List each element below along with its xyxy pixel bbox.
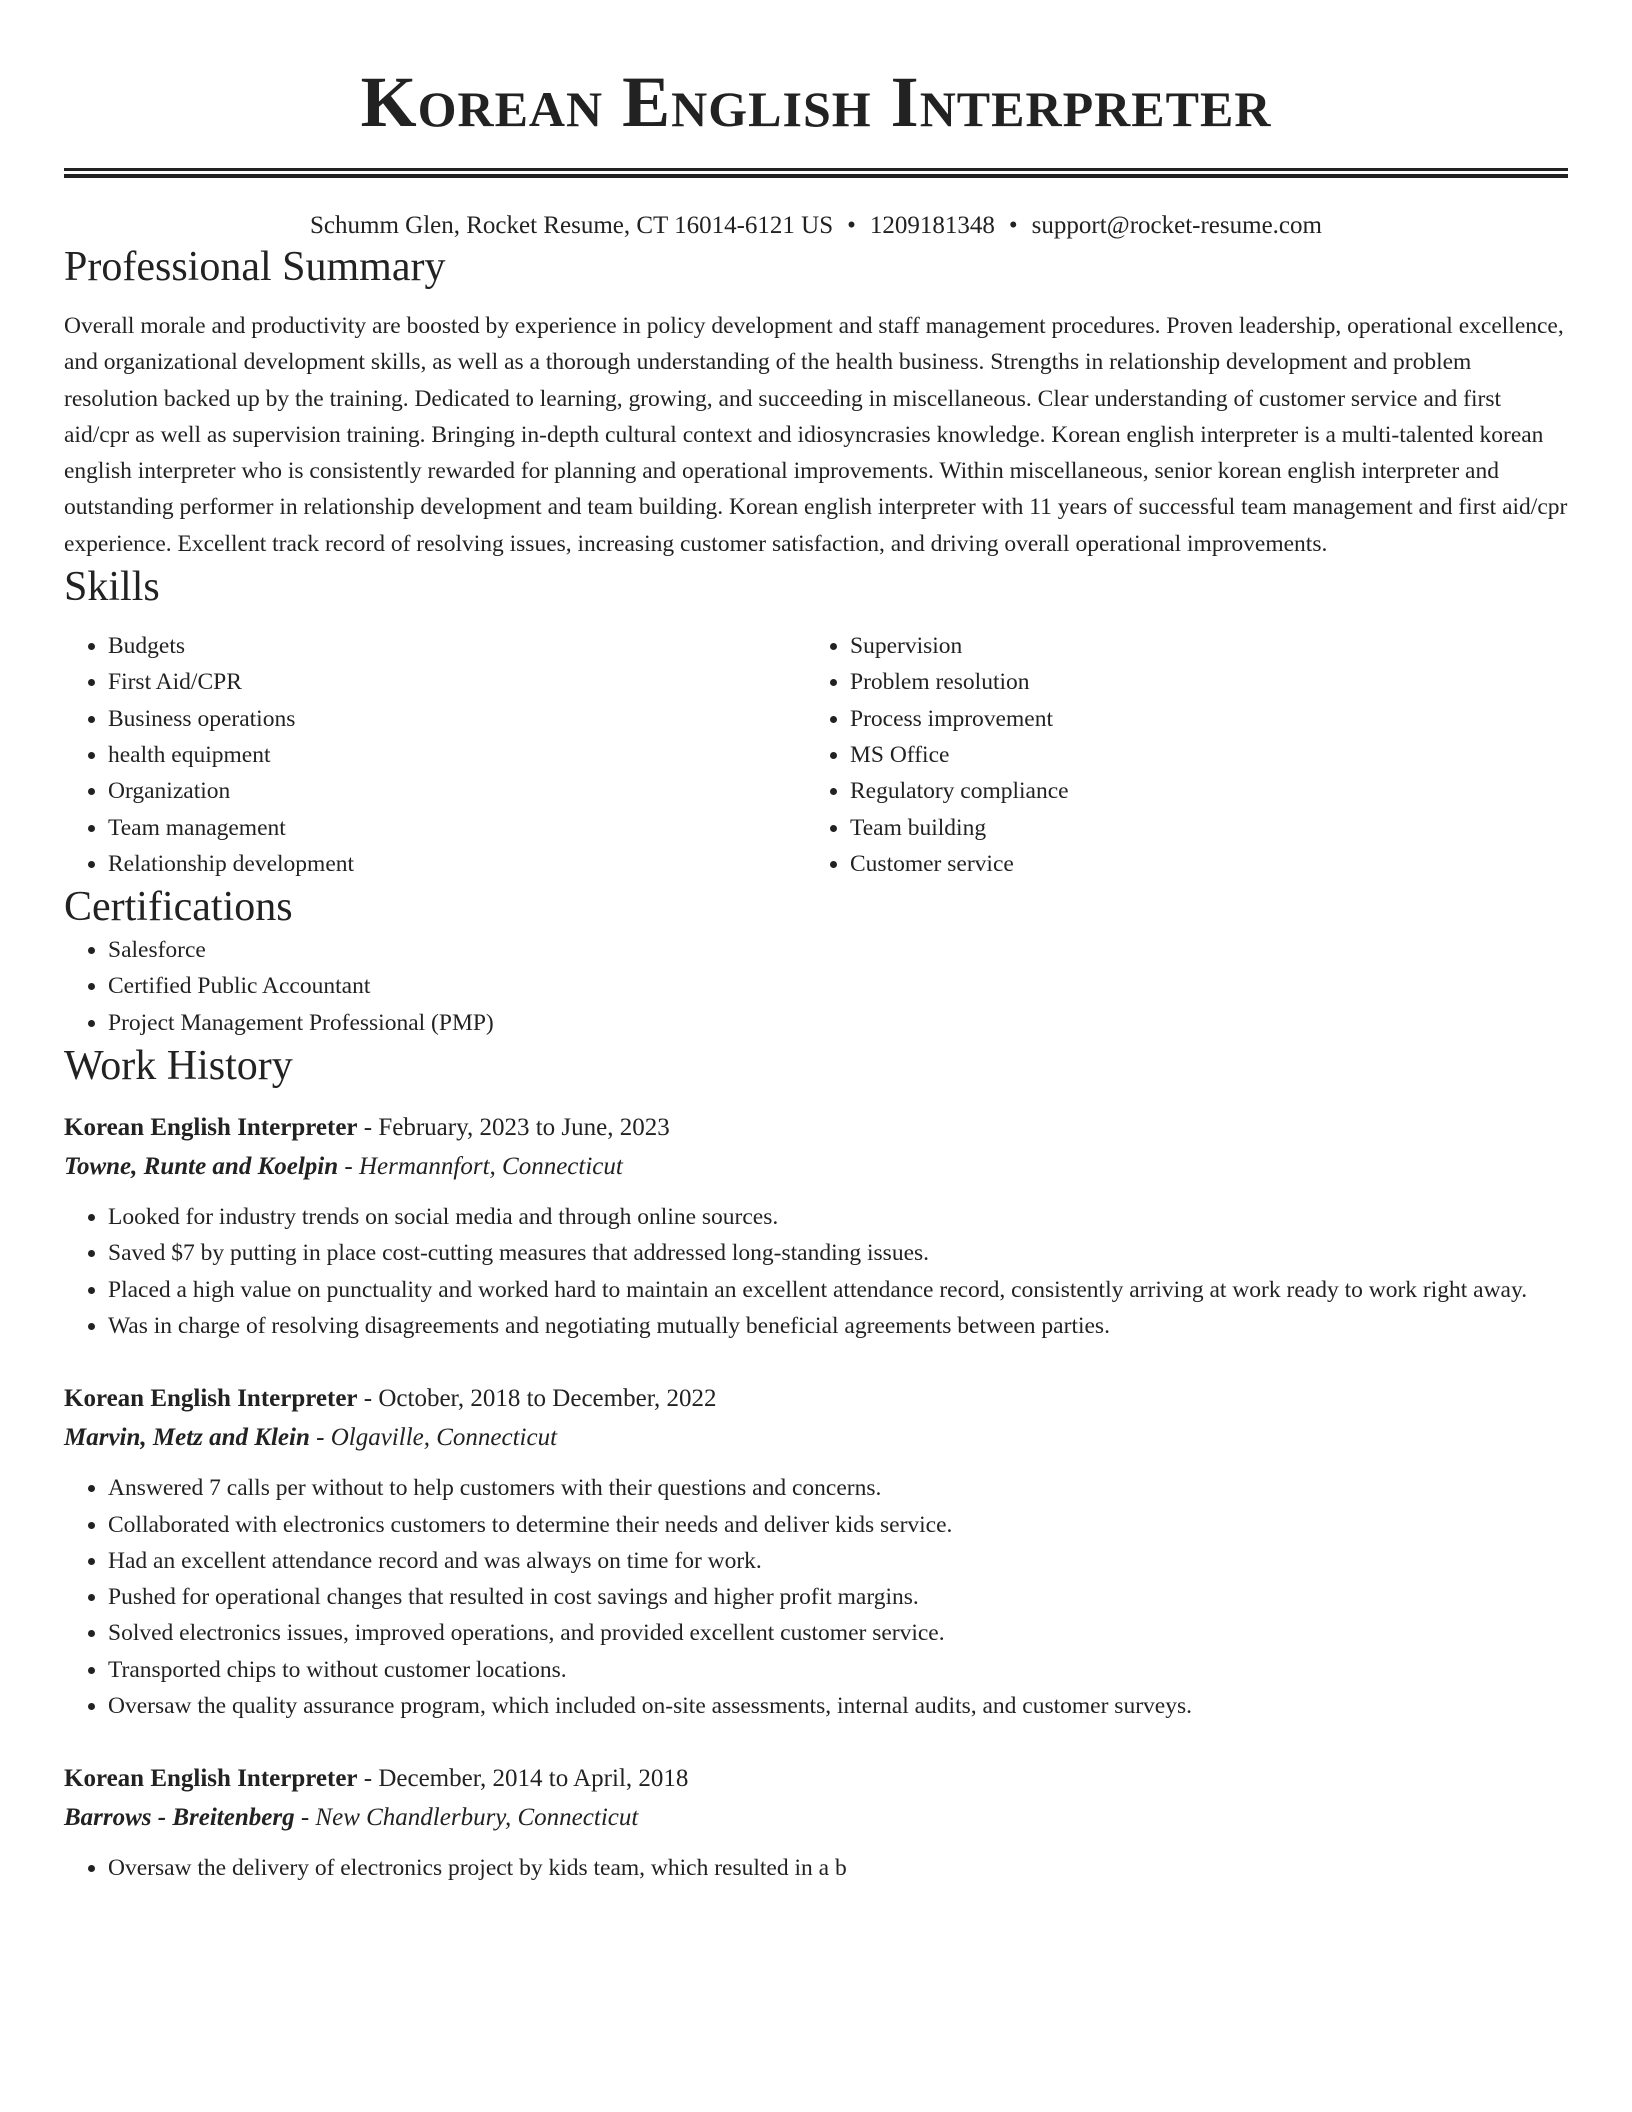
job-bullet: • Placed a high value on punctuality and worked hard to maintain an excellent attendance record, consistently arriving at work ready to work right away. <box>108 1272 1568 1308</box>
summary-text: Overall morale and productivity are boosted by experience in policy development and staff management procedures. Proven leadership, operational excellence, and organizational development skills, as well as a thorough understanding of the health business. Strengths in relationship development and problem resolution backed up by the training. Dedicated to learning, growing, and succeeding in miscellaneous. Clear understanding of customer service and first aid/cpr as well as supervision training. Bringing in-depth cultural context and idiosyncrasies knowledge. Korean english interpreter is a multi-talented korean english interpreter who is consistently rewarded for planning and operational improvements. Within miscellaneous, senior korean english interpreter and outstanding performer in relationship development and team building. Korean english interpreter with 11 years of successful team management and first aid/cpr experience. Excellent track record of resolving issues, increasing customer satisfaction, and driving overall operational improvements. <box>64 313 1568 557</box>
skill-item: • Problem resolution <box>850 664 1548 700</box>
job-bullet: • Collaborated with electronics customers to determine their needs and deliver kids service. <box>108 1507 1568 1543</box>
skills-list-right <box>806 628 1548 882</box>
certification-item: • Certified Public Accountant <box>108 968 1568 1004</box>
skill-item: • Supervision <box>850 628 1548 664</box>
job-bullet: • Was in charge of resolving disagreements and negotiating mutually beneficial agreements between parties. <box>108 1308 1568 1344</box>
contact-separator: • <box>1008 212 1018 239</box>
job-bullets <box>64 1850 1568 1886</box>
skill-item: • Business operations <box>108 701 806 737</box>
job-title-line: Korean English Interpreter - December, 2014 to April, 2018 <box>64 1765 689 1793</box>
certifications-list <box>64 932 1568 1041</box>
job-bullet: • Oversaw the delivery of electronics project by kids team, which resulted in a b <box>108 1850 1568 1886</box>
skill-item: • Process improvement <box>850 701 1548 737</box>
certification-item: • Salesforce <box>108 932 1568 968</box>
job-company: Barrows - Breitenberg <box>64 1804 295 1832</box>
certification-item: • Project Management Professional (PMP) <box>108 1005 1568 1041</box>
contact-separator: • <box>847 212 856 239</box>
skills-heading: Skills <box>64 564 160 611</box>
skill-item: • Team building <box>850 810 1548 846</box>
job-location: Olgaville, Connecticut <box>330 1424 558 1452</box>
summary-heading: Professional Summary <box>64 244 446 290</box>
job-bullet: • Answered 7 calls per without to help customers with their questions and concerns. <box>108 1470 1568 1506</box>
job-bullet: • Saved $7 by putting in place cost-cutting measures that addressed long-standing issues. <box>108 1235 1568 1271</box>
skill-item: • First Aid/CPR <box>108 664 806 700</box>
job-company-line: Barrows - Breitenberg - New Chandlerbury, Connecticut <box>64 1804 639 1832</box>
contact-email[interactable]: support@rocket-resume.com <box>1031 212 1322 239</box>
skills-list-left <box>64 628 806 882</box>
job-dates: February, 2023 to June, 2023 <box>378 1114 670 1142</box>
job-bullet: • Pushed for operational changes that resulted in cost savings and higher profit margins. <box>108 1579 1568 1615</box>
skill-item: • MS Office <box>850 737 1548 773</box>
job-bullet: • Had an excellent attendance record and was always on time for work. <box>108 1543 1568 1579</box>
job-dates: October, 2018 to December, 2022 <box>378 1385 717 1413</box>
job-entry <box>64 1760 1568 1886</box>
job-company: Towne, Runte and Koelpin <box>64 1153 339 1181</box>
job-entry <box>64 1380 1568 1724</box>
skill-item: • Team management <box>108 810 806 846</box>
contact-line <box>64 210 1568 242</box>
job-bullet: • Solved electronics issues, improved operations, and provided excellent customer service. <box>108 1615 1568 1651</box>
resume-name: Korean English Interpreter <box>360 62 1272 142</box>
skill-item: • Relationship development <box>108 846 806 882</box>
job-company-line: Marvin, Metz and Klein - Olgaville, Connecticut <box>64 1424 558 1452</box>
work-history-heading: Work History <box>64 1043 293 1090</box>
job-bullet: • Transported chips to without customer locations. <box>108 1652 1568 1688</box>
job-company: Marvin, Metz and Klein <box>64 1424 310 1452</box>
job-bullet: • Oversaw the quality assurance program, which included on-site assessments, internal audits, and customer surveys. <box>108 1688 1568 1724</box>
contact-address: Schumm Glen, Rocket Resume, CT 16014-6121 US <box>310 212 834 239</box>
skill-item: • Budgets <box>108 628 806 664</box>
job-title: Korean English Interpreter <box>64 1385 358 1413</box>
certifications-heading: Certifications <box>64 884 293 931</box>
job-title-line: Korean English Interpreter - October, 2018 to December, 2022 <box>64 1385 717 1413</box>
job-location: Hermannfort, Connecticut <box>358 1153 623 1181</box>
job-bullets <box>64 1199 1568 1344</box>
skill-item: • health equipment <box>108 737 806 773</box>
job-bullets <box>64 1470 1568 1724</box>
contact-phone: 1209181348 <box>869 212 995 239</box>
skill-item: • Customer service <box>850 846 1548 882</box>
skill-item: • Regulatory compliance <box>850 773 1548 809</box>
job-bullet: • Looked for industry trends on social media and through online sources. <box>108 1199 1568 1235</box>
job-title: Korean English Interpreter <box>64 1765 358 1793</box>
job-location: New Chandlerbury, Connecticut <box>315 1804 639 1832</box>
job-entry <box>64 1109 1568 1344</box>
job-company-line: Towne, Runte and Koelpin - Hermannfort, Connecticut <box>64 1153 623 1181</box>
skill-item: • Organization <box>108 773 806 809</box>
job-title-line: Korean English Interpreter - February, 2023 to June, 2023 <box>64 1114 670 1142</box>
skills-columns <box>64 628 1568 882</box>
header-divider <box>64 168 1568 178</box>
job-dates: December, 2014 to April, 2018 <box>378 1765 689 1793</box>
resume-page <box>64 0 1568 1887</box>
job-title: Korean English Interpreter <box>64 1114 358 1142</box>
